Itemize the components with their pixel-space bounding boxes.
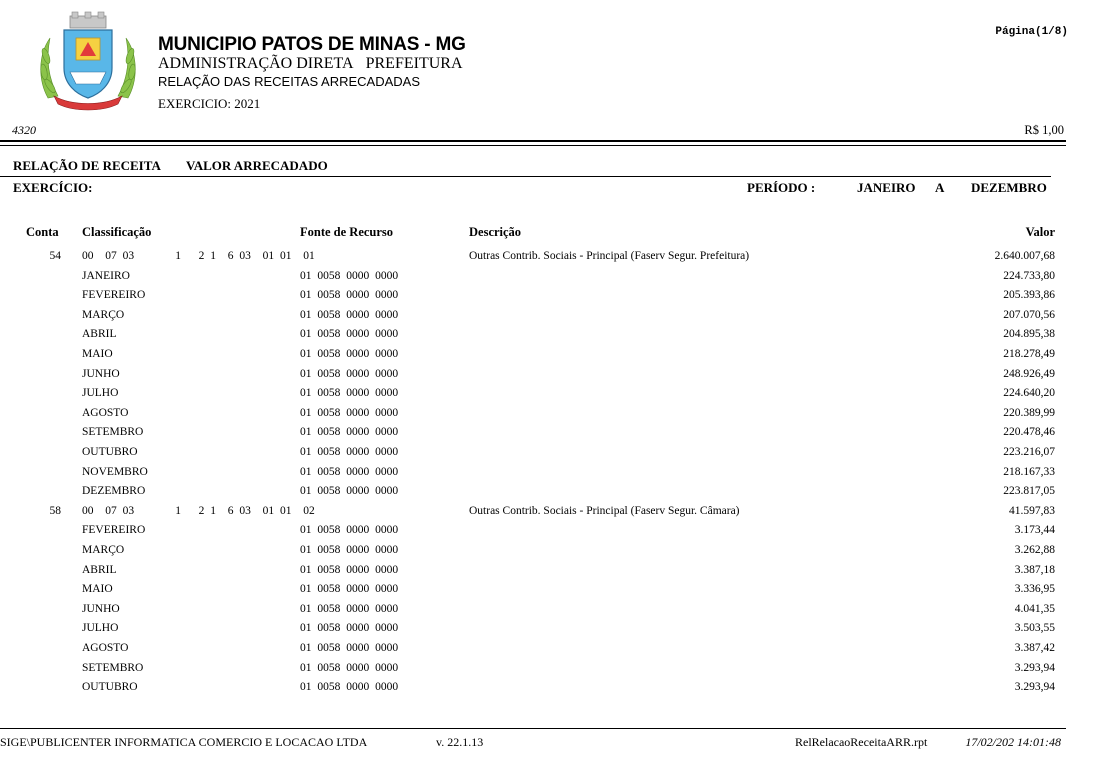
collected-value-label: VALOR ARRECADADO bbox=[186, 158, 328, 173]
amount-value: 248.926,49 bbox=[1003, 367, 1055, 380]
month-name: MAIO bbox=[82, 583, 113, 596]
month-row bbox=[0, 678, 1096, 697]
amount-value: 2.640.007,68 bbox=[994, 250, 1055, 262]
classification-code: 00 07 03 1 2 1 6 03 01 01 02 bbox=[82, 504, 315, 517]
subheader-divider bbox=[0, 176, 1051, 177]
revenue-description: Outras Contrib. Sociais - Principal (Faserv Segur. Câmara) bbox=[469, 504, 740, 517]
column-header-conta: Conta bbox=[26, 225, 59, 239]
resource-source: 01 0058 0000 0000 bbox=[300, 465, 399, 478]
resource-source: 01 0058 0000 0000 bbox=[300, 406, 399, 419]
resource-source: 01 0058 0000 0000 bbox=[300, 289, 399, 302]
exercise-year: EXERCICIO: 2021 bbox=[158, 96, 261, 111]
page-indicator: Página(1/8) bbox=[995, 26, 1068, 38]
month-row bbox=[0, 561, 1096, 580]
resource-source: 01 0058 0000 0000 bbox=[300, 642, 399, 654]
revenue-description: Outras Contrib. Sociais - Principal (Faserv Segur. Prefeitura) bbox=[469, 250, 750, 262]
resource-source: 01 0058 0000 0000 bbox=[300, 328, 399, 341]
amount-value: 220.478,46 bbox=[1003, 426, 1055, 439]
classification-code: 00 07 03 1 2 1 6 03 01 01 01 bbox=[82, 250, 315, 262]
month-name: JULHO bbox=[82, 387, 119, 400]
municipal-coat-of-arms-logo bbox=[36, 10, 140, 118]
month-row bbox=[0, 619, 1096, 638]
amount-value: 218.278,49 bbox=[1003, 348, 1055, 360]
amount-value: 3.173,44 bbox=[1014, 524, 1055, 537]
month-row bbox=[0, 639, 1096, 658]
amount-value: 4.041,35 bbox=[1014, 602, 1055, 615]
month-row bbox=[0, 306, 1096, 325]
report-title: RELAÇÃO DAS RECEITAS ARRECADADAS bbox=[158, 74, 420, 89]
month-row bbox=[0, 325, 1096, 344]
resource-source: 01 0058 0000 0000 bbox=[300, 524, 399, 537]
resource-source: 01 0058 0000 0000 bbox=[300, 308, 399, 321]
resource-source: 01 0058 0000 0000 bbox=[300, 485, 399, 498]
footer-report-file: RelRelacaoReceitaARR.rpt bbox=[795, 735, 928, 749]
account-number: 58 bbox=[49, 504, 61, 517]
month-row bbox=[0, 365, 1096, 384]
amount-value: 3.293,94 bbox=[1014, 661, 1055, 674]
month-row bbox=[0, 659, 1096, 678]
amount-value: 218.167,33 bbox=[1003, 465, 1055, 478]
month-name: ABRIL bbox=[82, 328, 117, 341]
amount-value: 3.387,42 bbox=[1014, 642, 1055, 654]
month-name: FEVEREIRO bbox=[82, 524, 146, 537]
period-separator: A bbox=[935, 180, 945, 195]
month-row bbox=[0, 482, 1096, 501]
amount-value: 3.262,88 bbox=[1014, 544, 1055, 556]
month-name: DEZEMBRO bbox=[82, 485, 146, 498]
amount-value: 3.387,18 bbox=[1014, 563, 1055, 576]
resource-source: 01 0058 0000 0000 bbox=[300, 269, 399, 282]
header-divider-top bbox=[0, 140, 1066, 142]
resource-source: 01 0058 0000 0000 bbox=[300, 367, 399, 380]
month-row bbox=[0, 600, 1096, 619]
report-code: 4320 bbox=[12, 123, 36, 137]
resource-source: 01 0058 0000 0000 bbox=[300, 661, 399, 674]
month-name: OUTUBRO bbox=[82, 446, 138, 458]
resource-source: 01 0058 0000 0000 bbox=[300, 426, 399, 439]
month-row bbox=[0, 521, 1096, 540]
month-row bbox=[0, 463, 1096, 482]
month-name: OUTUBRO bbox=[82, 681, 138, 694]
administration-label bbox=[158, 55, 463, 73]
amount-value: 207.070,56 bbox=[1003, 308, 1055, 321]
amount-value: 41.597,83 bbox=[1009, 504, 1055, 517]
header-divider-bottom bbox=[0, 145, 1066, 146]
month-name: SETEMBRO bbox=[82, 426, 144, 439]
month-name: AGOSTO bbox=[82, 642, 129, 654]
resource-source: 01 0058 0000 0000 bbox=[300, 387, 399, 400]
administration-text: ADMINISTRAÇÃO DIRETA bbox=[158, 55, 354, 72]
period-to: DEZEMBRO bbox=[971, 180, 1047, 195]
month-row bbox=[0, 345, 1096, 364]
municipality-title: MUNICIPIO PATOS DE MINAS - MG bbox=[158, 34, 466, 55]
period-label: PERÍODO : bbox=[747, 180, 816, 195]
footer-version: v. 22.1.13 bbox=[436, 735, 484, 749]
month-name: JUNHO bbox=[82, 367, 120, 380]
month-row bbox=[0, 286, 1096, 305]
month-row bbox=[0, 443, 1096, 462]
month-name: ABRIL bbox=[82, 563, 117, 576]
resource-source: 01 0058 0000 0000 bbox=[300, 583, 399, 596]
column-header-descricao: Descrição bbox=[469, 225, 522, 239]
resource-source: 01 0058 0000 0000 bbox=[300, 563, 399, 576]
column-header-fonte: Fonte de Recurso bbox=[300, 225, 394, 239]
entity-text: PREFEITURA bbox=[365, 55, 463, 72]
resource-source: 01 0058 0000 0000 bbox=[300, 681, 399, 694]
resource-source: 01 0058 0000 0000 bbox=[300, 348, 399, 360]
revenue-relation-label: RELAÇÃO DE RECEITA bbox=[13, 158, 161, 173]
month-name: FEVEREIRO bbox=[82, 289, 146, 302]
month-name: MARÇO bbox=[82, 308, 125, 321]
amount-value: 220.389,99 bbox=[1003, 406, 1055, 419]
account-row bbox=[0, 247, 1096, 266]
currency-unit: R$ 1,00 bbox=[1024, 123, 1064, 137]
month-row bbox=[0, 541, 1096, 560]
resource-source: 01 0058 0000 0000 bbox=[300, 446, 399, 458]
amount-value: 3.503,55 bbox=[1014, 622, 1055, 635]
resource-source: 01 0058 0000 0000 bbox=[300, 602, 399, 615]
month-name: JUNHO bbox=[82, 602, 120, 615]
footer-divider bbox=[0, 728, 1066, 729]
month-row bbox=[0, 423, 1096, 442]
month-name: JANEIRO bbox=[82, 269, 130, 282]
exercise-label: EXERCÍCIO: bbox=[13, 180, 93, 195]
resource-source: 01 0058 0000 0000 bbox=[300, 544, 399, 556]
month-name: NOVEMBRO bbox=[82, 465, 148, 478]
amount-value: 3.293,94 bbox=[1014, 681, 1055, 694]
month-row bbox=[0, 580, 1096, 599]
amount-value: 205.393,86 bbox=[1003, 289, 1055, 302]
account-row bbox=[0, 502, 1096, 521]
amount-value: 204.895,38 bbox=[1003, 328, 1055, 341]
column-header-valor: Valor bbox=[1025, 225, 1055, 239]
month-name: AGOSTO bbox=[82, 406, 129, 419]
month-row bbox=[0, 384, 1096, 403]
amount-value: 224.640,20 bbox=[1003, 387, 1055, 400]
month-name: SETEMBRO bbox=[82, 661, 144, 674]
column-header-classificacao: Classificação bbox=[82, 225, 152, 239]
amount-value: 223.216,07 bbox=[1003, 446, 1055, 458]
footer-company: SIGE\PUBLICENTER INFORMATICA COMERCIO E LOCACAO LTDA bbox=[0, 735, 368, 749]
resource-source: 01 0058 0000 0000 bbox=[300, 622, 399, 635]
amount-value: 3.336,95 bbox=[1014, 583, 1055, 596]
period-from: JANEIRO bbox=[857, 180, 916, 195]
month-name: MARÇO bbox=[82, 544, 125, 556]
amount-value: 224.733,80 bbox=[1003, 269, 1055, 282]
month-name: JULHO bbox=[82, 622, 119, 635]
month-name: MAIO bbox=[82, 348, 113, 360]
footer-timestamp: 17/02/202 14:01:48 bbox=[965, 735, 1061, 749]
account-number: 54 bbox=[49, 250, 61, 262]
month-row bbox=[0, 404, 1096, 423]
month-row bbox=[0, 267, 1096, 286]
amount-value: 223.817,05 bbox=[1003, 485, 1055, 498]
